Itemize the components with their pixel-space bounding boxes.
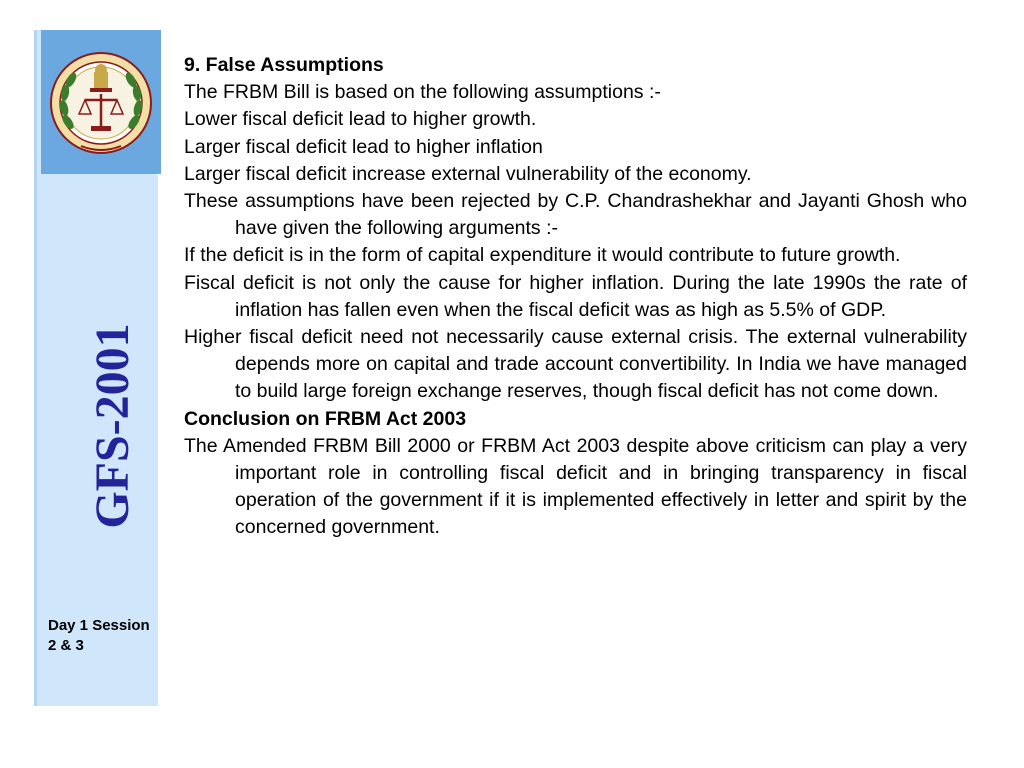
body-paragraph: The FRBM Bill is based on the following assumptions :- — [184, 81, 661, 104]
body-paragraph: These assumptions have been rejected by C.P. Chandrashekhar and Jayanti Ghosh who have given the following arguments :- — [184, 190, 967, 240]
section-heading: Conclusion on FRBM Act 2003 — [184, 407, 467, 430]
body-paragraph: Higher fiscal deficit need not necessarily cause external crisis. The external vulnerability depends more on capital and trade account convertibility. In India we have managed to build large foreign exchange reserves, though fiscal deficit has not come down. — [184, 326, 967, 403]
logo-panel — [41, 30, 161, 174]
body-paragraph: Fiscal deficit is not only the cause for higher inflation. During the late 1990s the rate of inflation has fallen even when the fiscal deficit was as high as 5.5% of GDP. — [184, 271, 967, 321]
sidebar-title: GFS-2001 — [86, 323, 139, 529]
body-paragraph: The Amended FRBM Bill 2000 or FRBM Act 2003 despite above criticism can play a very important role in controlling fiscal deficit and in bringing transparency in fiscal operation of the government if it is implemented effectively in letter and spirit by the concerned government. — [184, 434, 967, 539]
body-paragraph: If the deficit is in the form of capital expenditure it would contribute to future growth. — [184, 244, 901, 267]
section-heading: 9. False Assumptions — [184, 54, 384, 76]
body-paragraph: Larger fiscal deficit increase external vulnerability of the economy. — [184, 162, 752, 185]
session-label: Day 1 Session 2 & 3 — [48, 617, 150, 654]
emblem-seal-icon — [41, 30, 161, 174]
slide-content — [184, 52, 967, 542]
body-paragraph: Lower fiscal deficit lead to higher growth. — [184, 108, 537, 131]
body-paragraph: Larger fiscal deficit lead to higher inflation — [184, 135, 543, 158]
sidebar — [34, 30, 158, 706]
